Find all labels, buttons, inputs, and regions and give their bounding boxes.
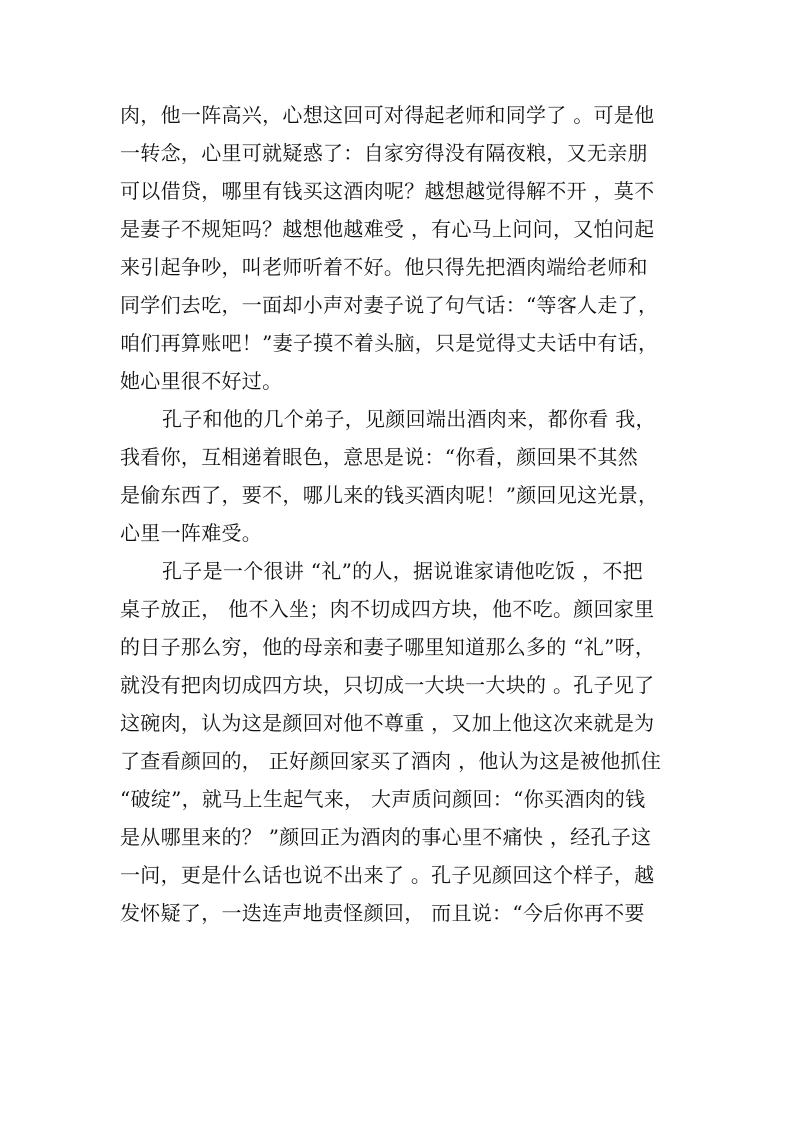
text-line: 心里一阵难受。 xyxy=(120,521,263,545)
text-line: 这碗肉，认为这是颜回对他不尊重 ，又加上他这次来就是为 xyxy=(120,711,655,735)
text-line: 孔子和他的几个弟子，见颜回端出酒肉来，都你看 我， xyxy=(162,407,656,431)
text-line: 一转念，心里可就疑惑了：自家穷得没有隔夜粮，又无亲朋 xyxy=(120,141,648,165)
paragraph-3 xyxy=(120,552,690,932)
text-line: 桌子放正， 他不入坐；肉不切成四方块，他不吃。颜回家里 xyxy=(120,597,655,621)
text-line: 的日子那么穷，他的母亲和妻子哪里知道那么多的 “礼”呀， xyxy=(120,635,656,659)
text-line: 肉，他一阵高兴，心想这回可对得起老师和同学了 。可是他 xyxy=(120,103,655,127)
text-line: 可以借贷，哪里有钱买这酒肉呢？越想越觉得解不开 ，莫不 xyxy=(120,179,655,203)
text-line: 同学们去吃，一面却小声对妻子说了句气话：“等客人走了， xyxy=(120,293,659,317)
text-line: 孔子是一个很讲 “礼”的人，据说谁家请他吃饭 ，不把 xyxy=(162,559,643,583)
text-line: 一问，更是什么话也说不出来了 。孔子见颜回这个样子，越 xyxy=(120,863,655,887)
text-line: 来引起争吵，叫老师听着不好。他只得先把酒肉端给老师和 xyxy=(120,255,648,279)
text-line: 是妻子不规矩吗？越想他越难受 ，有心马上问问，又怕问起 xyxy=(120,217,655,241)
text-line: 是从哪里来的？ ”颜回正为酒肉的事心里不痛快 ，经孔子这 xyxy=(120,825,652,849)
text-line: 是偷东西了，要不，哪儿来的钱买酒肉呢！”颜回见这光景， xyxy=(120,483,659,507)
text-line: 她心里很不好过。 xyxy=(120,369,283,393)
text-line: 咱们再算账吧！”妻子摸不着头脑，只是觉得丈夫话中有话， xyxy=(120,331,659,355)
paragraph-2 xyxy=(120,400,690,552)
text-line: 了查看颜回的， 正好颜回家买了酒肉 ，他认为这是被他抓住 xyxy=(120,749,662,773)
document-page xyxy=(120,96,690,932)
text-line: “破绽”，就马上生起气来， 大声质问颜回：“你买酒肉的钱 xyxy=(120,787,646,811)
text-line: 就没有把肉切成四方块，只切成一大块一大块的 。孔子见了 xyxy=(120,673,655,697)
text-line: 我看你，互相递着眼色，意思是说：“你看，颜回果不其然 xyxy=(120,445,639,469)
text-line: 发怀疑了，一迭连声地责怪颜回， 而且说：“今后你再不要 xyxy=(120,901,645,925)
paragraph-1 xyxy=(120,96,690,400)
